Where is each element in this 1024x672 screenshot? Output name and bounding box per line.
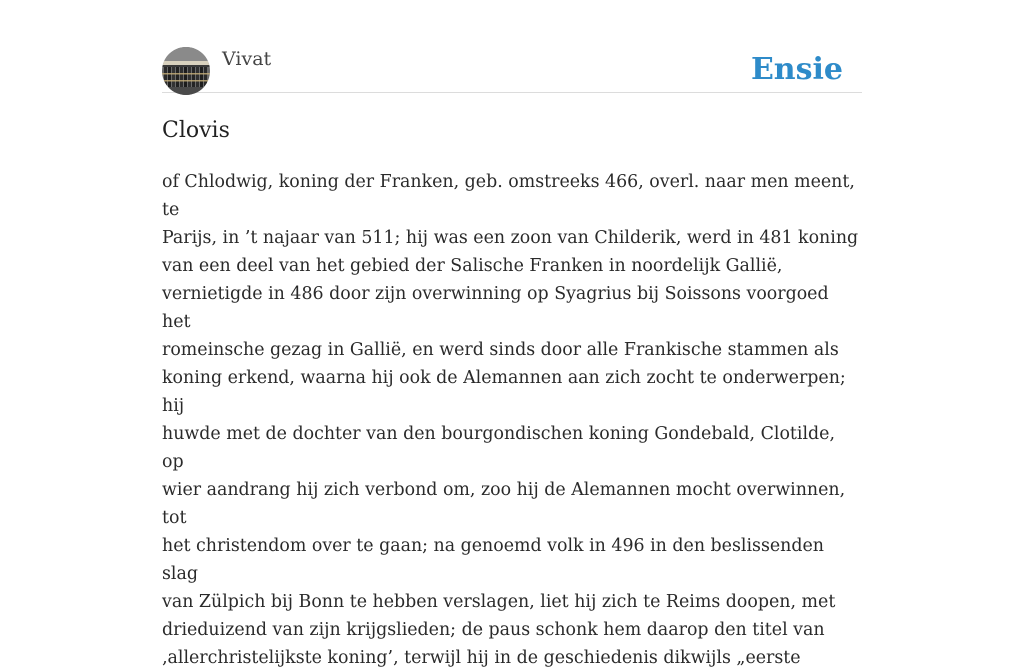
article-body: of Chlodwig, koning der Franken, geb. omstreeks 466, overl. naar men meent, te Parijs, in ’t najaar van 511; hij was een zoon van Childerik, werd in 481 koning van een deel van het gebied der Salische Franken in noordelijk Gallië, vernietigde in 486 door zijn overwinning op Syagrius bij Soissons voorgoed het romeinsche gezag in Gallië, en werd sinds door alle Frankische stammen als koning erkend, waarna hij ook de Alemannen aan zich zocht te onderwerpen; hij huwde met de dochter van den bourgondischen koning Gondebald, Clotilde, op wier aandrang hij zich verbond om, zoo hij de Alemannen mocht overwinnen, tot het christendom over te gaan; na genoemd volk in 496 in den beslissenden slag van Zülpich bij Bonn te hebben verslagen, liet hij zich te Reims doopen, met drieduizend van zijn krijgslieden; de paus schonk hem daarop den titel van ‚allerchristelijkste koning’, terwijl hij in de geschiedenis dikwijls „eerste <box>162 172 859 668</box>
article-title: Clovis <box>162 118 230 143</box>
source-name[interactable]: Vivat <box>222 48 272 70</box>
avatar[interactable] <box>162 47 210 95</box>
header <box>162 46 862 93</box>
brand-logo[interactable]: Ensie <box>750 52 843 87</box>
book-spines-avatar-icon <box>162 47 210 95</box>
